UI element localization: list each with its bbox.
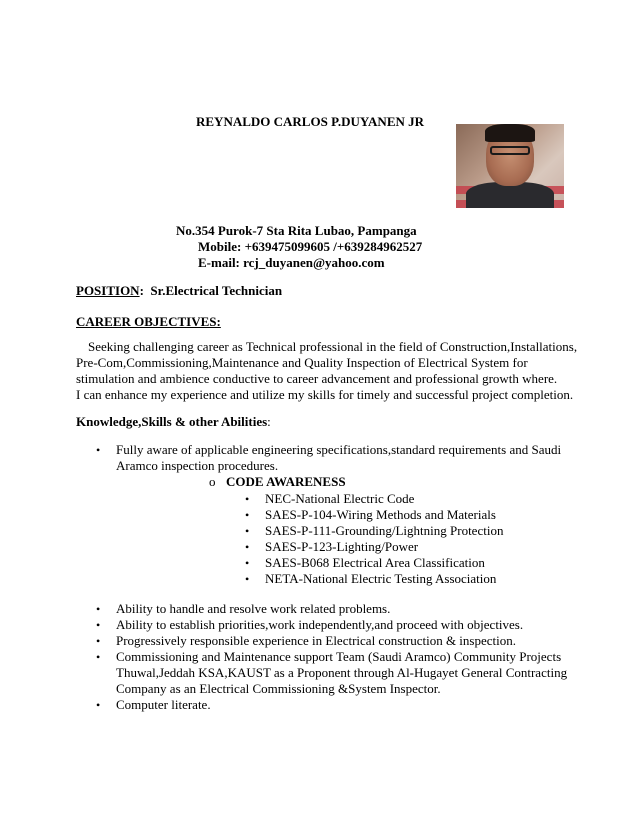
objective-line: I can enhance my experience and utilize my skills for timely and successful project completion. <box>76 387 574 402</box>
bullet-icon: • <box>96 698 101 712</box>
code-awareness-title: CODE AWARENESS <box>226 474 346 489</box>
skills-heading-colon: : <box>267 414 271 429</box>
mobile-numbers: Mobile: +639475099605 /+639284962527 <box>198 239 423 254</box>
profile-photo <box>456 124 564 208</box>
bullet-icon: • <box>245 508 250 522</box>
position-label: POSITION <box>76 283 140 298</box>
code-item: SAES-B068 Electrical Area Classification <box>265 555 485 570</box>
applicant-name: REYNALDO CARLOS P.DUYANEN JR <box>196 114 425 129</box>
code-item: SAES-P-104-Wiring Methods and Materials <box>265 507 496 522</box>
email-address: E-mail: rcj_duyanen@yahoo.com <box>198 255 385 270</box>
list-item: Computer literate. <box>116 697 211 712</box>
bullet-icon: • <box>245 556 250 570</box>
bullet-icon: • <box>96 634 101 648</box>
bullet-icon: • <box>96 443 101 457</box>
bullet-icon: • <box>96 618 101 632</box>
bullet-icon: • <box>96 602 101 616</box>
list-item: Progressively responsible experience in Electrical construction & inspection. <box>116 633 516 648</box>
list-item-continuation: Aramco inspection procedures. <box>116 458 279 473</box>
list-item: Commissioning and Maintenance support Team (Saudi Aramco) Community Projects <box>116 649 562 664</box>
list-item: Ability to establish priorities,work independently,and proceed with objectives. <box>116 617 524 632</box>
objective-line: Pre-Com,Commissioning,Maintenance and Quality Inspection of Electrical System for <box>76 355 528 370</box>
bullet-icon: • <box>245 540 250 554</box>
list-item-continuation: Company as an Electrical Commissioning &System Inspector. <box>116 681 441 696</box>
sublist-marker: o <box>209 474 216 489</box>
list-item: Ability to handle and resolve work related problems. <box>116 601 391 616</box>
position-colon: : <box>139 283 144 298</box>
position-line <box>76 283 282 300</box>
code-item: SAES-P-111-Grounding/Lightning Protection <box>265 523 504 538</box>
bullet-icon: • <box>96 650 101 664</box>
code-item: NETA-National Electric Testing Association <box>265 571 497 586</box>
objective-line: Seeking challenging career as Technical professional in the field of Construction,Installations, <box>88 339 578 354</box>
objective-line: stimulation and ambience conductive to career advancement and professional growth where. <box>76 371 558 386</box>
bullet-icon: • <box>245 524 250 538</box>
skills-heading-text: Knowledge,Skills & other Abilities <box>76 414 268 429</box>
skills-heading <box>76 414 271 431</box>
list-item-continuation: Thuwal,Jeddah KSA,KAUST as a Proponent through Al-Hugayet General Contracting <box>116 665 568 680</box>
address: No.354 Purok-7 Sta Rita Lubao, Pampanga <box>176 223 417 238</box>
position-value: Sr.Electrical Technician <box>150 283 283 298</box>
list-item: Fully aware of applicable engineering specifications,standard requirements and Saudi <box>116 442 562 457</box>
code-item: NEC-National Electric Code <box>265 491 415 506</box>
code-item: SAES-P-123-Lighting/Power <box>265 539 419 554</box>
bullet-icon: • <box>245 492 250 506</box>
bullet-icon: • <box>245 572 250 586</box>
career-objectives-heading: CAREER OBJECTIVES: <box>76 314 221 329</box>
